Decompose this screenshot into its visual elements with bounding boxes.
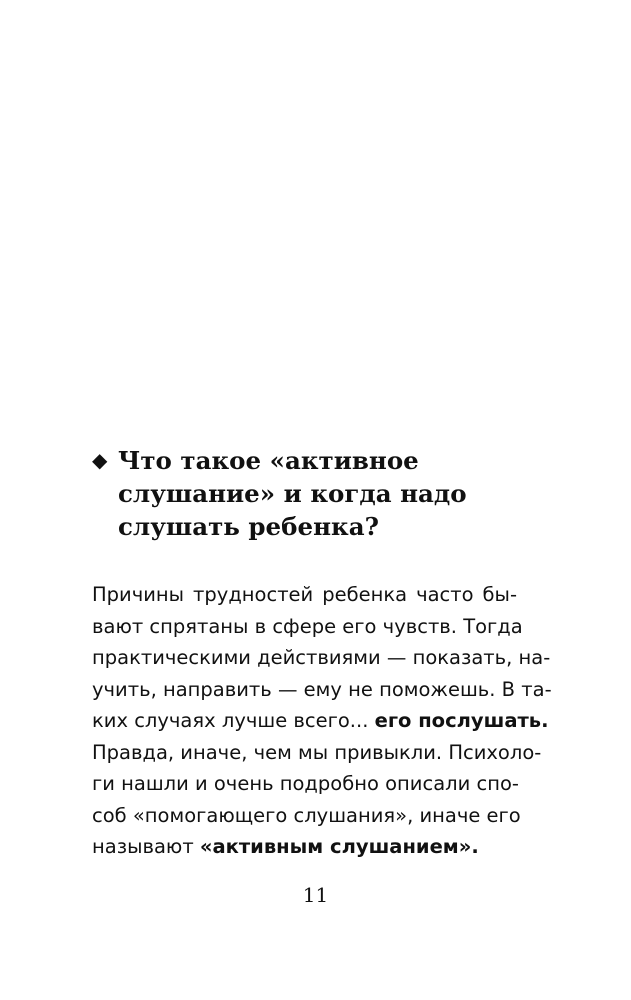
paragraph-line: учить, направить — ему не поможешь. В та- <box>92 677 552 701</box>
body-paragraph <box>92 579 552 863</box>
paragraph-line: Причины трудностей ребенка часто бы- <box>92 583 517 606</box>
paragraph-text: называют <box>92 835 200 858</box>
heading-line-3: слушать ребенка? <box>118 512 379 541</box>
paragraph-line: ги нашли и очень подробно описали спо- <box>92 772 519 795</box>
paragraph-line: вают спрятаны в сфере его чувств. Тогда <box>92 614 523 638</box>
page-number: 11 <box>302 883 329 907</box>
heading-text <box>118 444 467 543</box>
diamond-bullet-icon: ◆ <box>92 448 108 472</box>
paragraph-line <box>92 705 549 737</box>
paragraph-line: соб «помогающего слушания», иначе его <box>92 803 521 827</box>
paragraph-line: практическими действиями — показать, на- <box>92 646 551 669</box>
emphasis-text: «активным слушанием». <box>199 835 479 858</box>
heading-line-1: Что такое «активное <box>118 446 419 475</box>
paragraph-line <box>92 831 517 863</box>
emphasis-text: его послушать. <box>374 709 549 732</box>
heading-line-2: слушание» и когда надо <box>118 479 467 508</box>
paragraph-text: ких случаях лучше всего... <box>92 709 375 732</box>
section-heading <box>92 444 562 543</box>
paragraph-line: Правда, иначе, чем мы привыкли. Психоло- <box>92 740 542 764</box>
